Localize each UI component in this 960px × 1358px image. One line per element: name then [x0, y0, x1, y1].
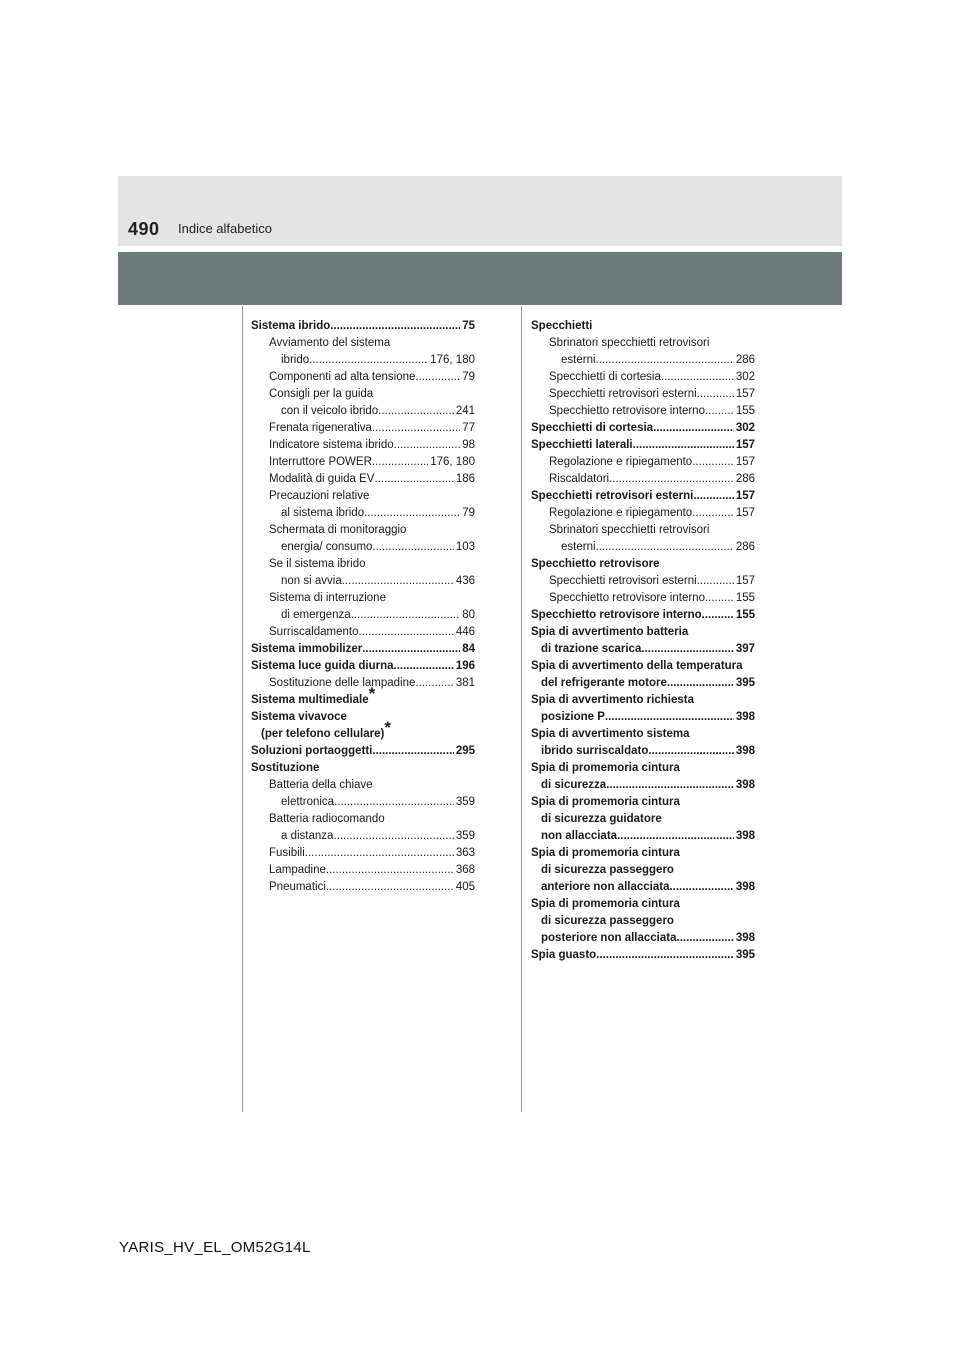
index-entry [531, 488, 755, 505]
entry-page-ref: 398 [735, 830, 755, 842]
entry-label: Sistema ibrido [251, 320, 331, 332]
entry-label: non si avvia [281, 575, 342, 587]
entry-label: Spia guasto [531, 949, 597, 961]
index-entry [531, 522, 755, 539]
index-entry [531, 590, 755, 607]
entry-label: Specchietti [531, 320, 593, 332]
leader-dots [334, 794, 454, 811]
leader-dots [309, 352, 428, 369]
leader-dots [609, 471, 734, 488]
entry-page-ref: 302 [735, 371, 755, 383]
leader-dots [697, 573, 734, 590]
entry-label: Regolazione e ripiegamento [549, 456, 693, 468]
leader-dots [596, 539, 734, 556]
leader-dots [693, 488, 733, 505]
entry-label: di trazione scarica [541, 643, 642, 655]
index-entry [251, 828, 475, 845]
leader-dots [669, 879, 733, 896]
index-entry [531, 624, 755, 641]
index-entry [531, 692, 755, 709]
index-entry [251, 607, 475, 624]
index-entry [251, 590, 475, 607]
leader-dots [596, 947, 734, 964]
index-entry [531, 607, 755, 624]
entry-page-ref: 155 [735, 405, 755, 417]
index-entry [251, 624, 475, 641]
entry-label: Avviamento del sistema [269, 337, 391, 349]
entry-label: di sicurezza [541, 779, 607, 791]
entry-label: Specchietti di cortesia [549, 371, 661, 383]
index-entry [251, 760, 475, 777]
entry-label: Sbrinatori specchietti retrovisori [549, 337, 710, 349]
index-entry [251, 318, 475, 335]
entry-label: Regolazione e ripiegamento [549, 507, 693, 519]
entry-label: Sistema immobilizer [251, 643, 363, 655]
header-dark-band [118, 252, 842, 305]
index-entry [531, 709, 755, 726]
left-column-rule [242, 306, 243, 1112]
entry-label: esterni [561, 354, 596, 366]
footnote-asterisk: * [368, 684, 376, 703]
entry-label: energia/ consumo [281, 541, 373, 553]
entry-label: ibrido [281, 354, 310, 366]
index-entry [531, 420, 755, 437]
index-entry [531, 726, 755, 743]
leader-dots [667, 675, 734, 692]
entry-label: Spia di promemoria cintura [531, 847, 680, 859]
entry-label: Sostituzione delle lampadine [269, 677, 416, 689]
index-entry [531, 505, 755, 522]
leader-dots [351, 607, 461, 624]
index-entry [531, 352, 755, 369]
entry-label: Spia di promemoria cintura [531, 796, 680, 808]
leader-dots [633, 437, 734, 454]
entry-page-ref: 79 [462, 371, 475, 383]
entry-label: Sistema di interruzione [269, 592, 386, 604]
entry-label: Spia di avvertimento batteria [531, 626, 689, 638]
leader-dots [617, 828, 734, 845]
entry-label: Frenata rigenerativa [269, 422, 372, 434]
entry-label: Riscaldatori [549, 473, 610, 485]
index-entry [531, 454, 755, 471]
leader-dots [362, 641, 460, 658]
index-entry [251, 420, 475, 437]
entry-label: Batteria della chiave [269, 779, 373, 791]
leader-dots [653, 420, 734, 437]
entry-label: Specchietto retrovisore interno [531, 609, 702, 621]
entry-page-ref: 359 [455, 830, 475, 842]
index-entry [531, 862, 755, 879]
leader-dots [394, 437, 461, 454]
entry-label: (per telefono cellulare) [261, 728, 385, 740]
entry-label: ibrido surriscaldato [541, 745, 649, 757]
entry-label: a distanza [281, 830, 334, 842]
index-entry [531, 471, 755, 488]
index-entry [531, 386, 755, 403]
entry-label: Consigli per la guida [269, 388, 374, 400]
entry-label: Sostituzione [251, 762, 320, 774]
entry-label: Specchietto retrovisore [531, 558, 660, 570]
index-entry [531, 335, 755, 352]
leader-dots [305, 845, 454, 862]
entry-label: Specchietti di cortesia [531, 422, 654, 434]
index-column-right [531, 318, 755, 964]
entry-page-ref: 286 [735, 541, 755, 553]
leader-dots [372, 539, 453, 556]
leader-dots [692, 505, 734, 522]
leader-dots [415, 369, 460, 386]
entry-label: Spia di avvertimento della temperatura [531, 660, 743, 672]
section-title: Indice alfabetico [178, 221, 272, 236]
index-entry [531, 794, 755, 811]
entry-page-ref: 395 [735, 677, 755, 689]
index-entry [251, 471, 475, 488]
entry-label: anteriore non allacciata [541, 881, 670, 893]
leader-dots [374, 471, 453, 488]
entry-page-ref: 157 [735, 388, 755, 400]
entry-label: posteriore non allacciata [541, 932, 677, 944]
entry-label: Fusibili [269, 847, 305, 859]
entry-page-ref: 98 [462, 439, 475, 451]
index-column-left [251, 318, 475, 896]
leader-dots [596, 352, 734, 369]
entry-label: al sistema ibrido [281, 507, 365, 519]
entry-page-ref: 286 [735, 354, 755, 366]
leader-dots [605, 709, 734, 726]
entry-label: Specchietti retrovisori esterni [549, 388, 697, 400]
entry-page-ref: 286 [735, 473, 755, 485]
index-entry [251, 675, 475, 692]
entry-label: con il veicolo ibrido [281, 405, 379, 417]
index-entry [251, 505, 475, 522]
entry-page-ref: 395 [735, 949, 755, 961]
leader-dots [705, 403, 734, 420]
entry-label: Specchietto retrovisore interno [549, 592, 705, 604]
entry-page-ref: 446 [455, 626, 475, 638]
entry-label: Specchietti retrovisori esterni [531, 490, 694, 502]
leader-dots [394, 658, 454, 675]
index-entry [531, 369, 755, 386]
entry-page-ref: 398 [735, 711, 755, 723]
entry-label: Precauzioni relative [269, 490, 370, 502]
entry-page-ref: 363 [455, 847, 475, 859]
entry-page-ref: 75 [462, 320, 475, 332]
index-entry [251, 811, 475, 828]
leader-dots [333, 828, 453, 845]
index-entry [251, 879, 475, 896]
entry-label: Specchietti laterali [531, 439, 633, 451]
leader-dots [364, 505, 460, 522]
entry-label: Surriscaldamento [269, 626, 359, 638]
index-entry [251, 488, 475, 505]
leader-dots [372, 420, 460, 437]
leader-dots [692, 454, 734, 471]
leader-dots [648, 743, 733, 760]
index-entry [251, 369, 475, 386]
entry-page-ref: 84 [462, 643, 475, 655]
index-entry [251, 794, 475, 811]
entry-label: Soluzioni portaoggetti [251, 745, 373, 757]
index-entry [531, 828, 755, 845]
entry-label: Pneumatici [269, 881, 326, 893]
entry-page-ref: 155 [735, 592, 755, 604]
entry-page-ref: 157 [735, 575, 755, 587]
entry-label: Specchietto retrovisore interno [549, 405, 705, 417]
leader-dots [326, 862, 454, 879]
entry-page-ref: 368 [455, 864, 475, 876]
leader-dots [606, 777, 734, 794]
index-entry [251, 641, 475, 658]
entry-page-ref: 157 [735, 507, 755, 519]
entry-page-ref: 157 [735, 439, 755, 451]
entry-label: Specchietti retrovisori esterni [549, 575, 697, 587]
entry-label: Modalità di guida EV [269, 473, 375, 485]
index-entry [531, 760, 755, 777]
index-entry [531, 811, 755, 828]
index-entry [531, 403, 755, 420]
entry-label: di sicurezza passeggero [541, 915, 674, 927]
leader-dots [330, 318, 460, 335]
index-entry [251, 573, 475, 590]
index-entry [531, 539, 755, 556]
entry-label: Indicatore sistema ibrido [269, 439, 394, 451]
index-entry [251, 743, 475, 760]
index-entry [531, 879, 755, 896]
entry-page-ref: 398 [735, 745, 755, 757]
entry-page-ref: 398 [735, 779, 755, 791]
page-number: 490 [128, 219, 160, 239]
entry-label: elettronica [281, 796, 335, 808]
entry-page-ref: 186 [455, 473, 475, 485]
entry-page-ref: 398 [735, 881, 755, 893]
entry-page-ref: 79 [462, 507, 475, 519]
entry-page-ref: 302 [735, 422, 755, 434]
index-entry [251, 403, 475, 420]
index-entry [531, 896, 755, 913]
leader-dots [702, 607, 734, 624]
index-entry [531, 777, 755, 794]
index-entry [531, 573, 755, 590]
leader-dots [372, 454, 428, 471]
index-entry [251, 845, 475, 862]
entry-label: del refrigerante motore [541, 677, 667, 689]
entry-page-ref: 176, 180 [430, 354, 475, 366]
entry-label: esterni [561, 541, 596, 553]
index-entry [251, 556, 475, 573]
index-entry [531, 556, 755, 573]
entry-page-ref: 103 [455, 541, 475, 553]
index-entry [531, 947, 755, 964]
entry-label: Schermata di monitoraggio [269, 524, 407, 536]
leader-dots [372, 743, 453, 760]
entry-label: Sistema multimediale [251, 694, 369, 706]
entry-label: Spia di avvertimento richiesta [531, 694, 694, 706]
index-entry [251, 454, 475, 471]
entry-label: posizione P [541, 711, 605, 723]
entry-label: Interruttore POWER [269, 456, 372, 468]
index-entry [531, 845, 755, 862]
entry-page-ref: 80 [462, 609, 475, 621]
entry-label: Batteria radiocomando [269, 813, 385, 825]
leader-dots [661, 369, 734, 386]
entry-page-ref: 155 [735, 609, 755, 621]
entry-page-ref: 176, 180 [430, 456, 475, 468]
entry-label: di emergenza [281, 609, 351, 621]
leader-dots [697, 386, 734, 403]
index-entry [531, 930, 755, 947]
entry-page-ref: 157 [735, 490, 755, 502]
entry-label: di sicurezza passeggero [541, 864, 674, 876]
index-entry [251, 862, 475, 879]
entry-page-ref: 196 [455, 660, 475, 672]
index-entry [531, 658, 755, 675]
index-entry [531, 743, 755, 760]
index-entry [251, 777, 475, 794]
index-entry [531, 318, 755, 335]
leader-dots [326, 879, 454, 896]
entry-label: Lampadine [269, 864, 326, 876]
index-entry [251, 335, 475, 352]
index-entry [531, 437, 755, 454]
entry-label: Spia di promemoria cintura [531, 898, 680, 910]
entry-page-ref: 436 [455, 575, 475, 587]
index-entry [251, 718, 475, 743]
index-entry [251, 709, 475, 726]
leader-dots [677, 930, 734, 947]
footnote-asterisk: * [384, 718, 391, 737]
entry-page-ref: 157 [735, 456, 755, 468]
index-entry [251, 522, 475, 539]
index-entry [251, 658, 475, 675]
document-code: YARIS_HV_EL_OM52G14L [119, 1239, 311, 1256]
entry-page-ref: 381 [455, 677, 475, 689]
index-entry [251, 386, 475, 403]
entry-page-ref: 405 [455, 881, 475, 893]
entry-page-ref: 241 [455, 405, 475, 417]
index-entry [251, 352, 475, 369]
entry-label: Spia di promemoria cintura [531, 762, 680, 774]
entry-label: Spia di avvertimento sistema [531, 728, 690, 740]
leader-dots [358, 624, 453, 641]
entry-label: di sicurezza guidatore [541, 813, 662, 825]
leader-dots [705, 590, 734, 607]
entry-label: Sistema vivavoce [251, 711, 347, 723]
right-column-rule [521, 306, 522, 1112]
leader-dots [342, 573, 454, 590]
leader-dots [415, 675, 453, 692]
index-entry [251, 684, 475, 709]
entry-label: Sistema luce guida diurna [251, 660, 394, 672]
leader-dots [378, 403, 454, 420]
index-entry [531, 675, 755, 692]
entry-label: Componenti ad alta tensione [269, 371, 416, 383]
entry-label: Se il sistema ibrido [269, 558, 366, 570]
entry-label: non allacciata [541, 830, 618, 842]
entry-label: Sbrinatori specchietti retrovisori [549, 524, 710, 536]
entry-page-ref: 398 [735, 932, 755, 944]
index-entry [531, 641, 755, 658]
index-entry [531, 913, 755, 930]
index-entry [251, 539, 475, 556]
entry-page-ref: 359 [455, 796, 475, 808]
leader-dots [641, 641, 733, 658]
entry-page-ref: 295 [455, 745, 475, 757]
entry-page-ref: 397 [735, 643, 755, 655]
entry-page-ref: 77 [462, 422, 475, 434]
index-entry [251, 437, 475, 454]
